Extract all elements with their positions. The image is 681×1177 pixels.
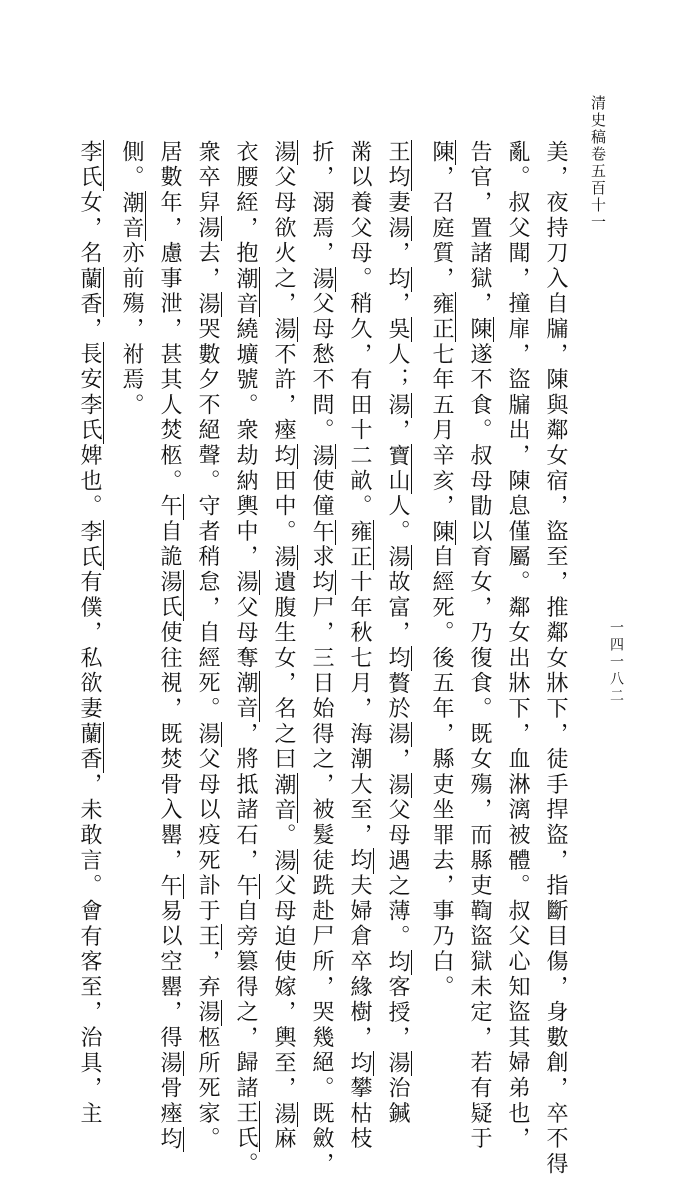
proper-name-mark: 湯 bbox=[271, 544, 296, 571]
text-segment: 麻 bbox=[271, 1126, 296, 1153]
text-segment: 折，溺焉， bbox=[309, 140, 334, 267]
proper-name-mark: 午 bbox=[157, 494, 182, 520]
text-segment: 使往視，既焚骨入罌， bbox=[157, 620, 182, 874]
text-column bbox=[72, 140, 106, 1127]
proper-name-mark: 湯 bbox=[385, 772, 410, 799]
text-segment: 黹以養父母。稍久，有田十二畝。 bbox=[347, 140, 372, 520]
text-segment: 父母迫使嫁，輿至， bbox=[271, 873, 296, 1102]
text-segment: 攀枯枝 bbox=[347, 1076, 372, 1153]
proper-name-mark: 湯 bbox=[385, 393, 410, 419]
text-segment: 尸，三日始得之，被髮徒跣赴尸所，哭幾絕。既斂， bbox=[309, 595, 334, 1177]
proper-name-mark: 均 bbox=[347, 1050, 372, 1077]
proper-name-mark: 湯 bbox=[195, 1000, 220, 1026]
text-column bbox=[266, 140, 300, 1153]
text-segment: 父母愁不問。 bbox=[309, 291, 334, 444]
proper-name-mark: 李氏 bbox=[77, 393, 102, 444]
text-segment: 亂。叔父聞，撞扉，盜牖出，陳息僅屬。鄰女出牀下，血淋漓被體。叔父心知盜其婦弟也， bbox=[505, 140, 530, 1152]
text-segment: 。 bbox=[233, 1152, 258, 1177]
text-segment: 客授， bbox=[385, 975, 410, 1052]
proper-name-mark: 湯 bbox=[385, 722, 410, 748]
proper-name-mark: 潮音 bbox=[233, 671, 258, 722]
text-segment: 七年五月辛亥， bbox=[429, 342, 454, 520]
proper-name-mark: 午 bbox=[309, 519, 334, 545]
text-segment: 父母欲火之， bbox=[271, 165, 296, 318]
proper-name-mark: 潮音 bbox=[271, 772, 296, 824]
text-column bbox=[380, 140, 414, 1127]
text-segment: 柩所死家。 bbox=[195, 1025, 220, 1153]
text-segment: 去， bbox=[195, 241, 220, 292]
text-segment: 自詭 bbox=[157, 519, 182, 571]
text-column bbox=[152, 140, 186, 1153]
proper-name-mark: 王 bbox=[195, 924, 220, 950]
text-column bbox=[228, 140, 262, 1177]
text-column bbox=[342, 140, 376, 1153]
text-segment: ，召庭質， bbox=[429, 165, 454, 292]
proper-name-mark: 均 bbox=[385, 949, 410, 976]
text-segment: 衆卒舁 bbox=[195, 140, 220, 216]
text-segment: 自經死。後五年，縣吏坐罪去，事乃白。 bbox=[429, 544, 454, 1001]
proper-name-mark: 潮音 bbox=[119, 190, 144, 242]
text-column bbox=[424, 140, 458, 1001]
text-segment: 求 bbox=[309, 544, 334, 571]
proper-name-mark: 潮音 bbox=[233, 266, 258, 318]
text-column bbox=[114, 140, 148, 960]
text-segment: 居數年，慮事泄，甚其人焚柩。 bbox=[157, 140, 182, 495]
proper-name-mark: 李氏 bbox=[77, 140, 102, 191]
proper-name-mark: 陳 bbox=[429, 140, 454, 166]
proper-name-mark: 雍正 bbox=[347, 519, 372, 571]
proper-name-mark: 長安 bbox=[77, 342, 102, 394]
text-segment: 亦前殤，祔焉。 bbox=[119, 241, 144, 419]
proper-name-mark: 湯 bbox=[385, 1051, 410, 1077]
text-segment: 妻 bbox=[385, 190, 410, 216]
proper-name-mark: 湯 bbox=[271, 140, 296, 166]
text-segment: 使僮 bbox=[309, 468, 334, 520]
text-segment: ， bbox=[77, 317, 102, 343]
text-segment: 人； bbox=[385, 342, 410, 394]
running-header: 清史稿卷五百十一 bbox=[589, 95, 607, 231]
proper-name-mark: 湯氏 bbox=[157, 570, 182, 621]
proper-name-mark: 湯 bbox=[385, 215, 410, 242]
text-segment: 不許，瘞 bbox=[271, 342, 296, 444]
proper-name-mark: 寶山 bbox=[385, 443, 410, 495]
text-segment: 父母以疫死訃于 bbox=[195, 747, 220, 925]
text-segment: 人。 bbox=[385, 494, 410, 545]
proper-name-mark: 王氏 bbox=[233, 1101, 258, 1153]
proper-name-mark: 湯 bbox=[309, 443, 334, 469]
proper-name-mark: 均 bbox=[309, 570, 334, 596]
text-segment: 美，夜持刀入自牖，陳與鄰女宿，盜至，推鄰女牀下，徒手捍盜，指斷目傷，身數創，卒不得 bbox=[543, 140, 568, 1177]
proper-name-mark: 湯 bbox=[385, 544, 410, 571]
proper-name-mark: 蘭香 bbox=[77, 266, 102, 318]
text-segment: 田中。 bbox=[271, 468, 296, 545]
proper-name-mark: 湯 bbox=[233, 570, 258, 596]
proper-name-mark: 均 bbox=[385, 266, 410, 292]
proper-name-mark: 湯 bbox=[195, 721, 220, 748]
text-segment: 哭數夕不絕聲。守者稍怠，自經死。 bbox=[195, 317, 220, 722]
text-segment: ，弃 bbox=[195, 949, 220, 1001]
text-segment: 治鍼 bbox=[385, 1076, 410, 1127]
proper-name-mark: 雍正 bbox=[429, 291, 454, 343]
text-column bbox=[500, 140, 534, 1152]
text-segment: 有僕，私欲妻 bbox=[77, 570, 102, 722]
text-segment: ， bbox=[385, 747, 410, 773]
text-segment: 贅於 bbox=[385, 671, 410, 723]
proper-name-mark: 吳 bbox=[385, 317, 410, 343]
text-column bbox=[462, 140, 496, 1153]
proper-name-mark: 午 bbox=[233, 873, 258, 900]
text-segment: 夫婦倉卒緣樹， bbox=[347, 873, 372, 1051]
text-segment: 女，名 bbox=[77, 190, 102, 267]
proper-name-mark: 李氏 bbox=[77, 519, 102, 571]
proper-name-mark: 均 bbox=[157, 1126, 182, 1153]
text-segment: 父母奪 bbox=[233, 595, 258, 672]
proper-name-mark: 均 bbox=[385, 646, 410, 672]
text-segment: 十年秋七月，海潮大至， bbox=[347, 570, 372, 849]
text-segment: 故富， bbox=[385, 570, 410, 647]
text-segment: 繞壙號。衆劫納輿中， bbox=[233, 317, 258, 571]
text-segment: 。 bbox=[271, 823, 296, 849]
text-segment: ， bbox=[385, 291, 410, 318]
text-segment: 側。 bbox=[119, 140, 144, 191]
text-segment: ， bbox=[385, 418, 410, 444]
text-column bbox=[538, 140, 572, 1177]
text-segment: 父母遇之薄。 bbox=[385, 798, 410, 950]
text-segment: 自旁篡得之，歸諸 bbox=[233, 899, 258, 1102]
proper-name-mark: 湯 bbox=[195, 291, 220, 318]
proper-name-mark: 湯 bbox=[157, 1050, 182, 1077]
text-segment: ，未敢言。會有客至，治具，主 bbox=[77, 772, 102, 1127]
text-body bbox=[0, 140, 600, 1177]
text-column bbox=[304, 140, 338, 1177]
proper-name-mark: 午 bbox=[157, 873, 182, 900]
text-segment: 遺腹生女，名之曰 bbox=[271, 570, 296, 773]
text-segment: 婢也。 bbox=[77, 443, 102, 520]
proper-name-mark: 均 bbox=[347, 848, 372, 874]
proper-name-mark: 湯 bbox=[271, 317, 296, 343]
page-number: 一四一八二 bbox=[608, 620, 624, 705]
text-segment: 衣腰絰，抱 bbox=[233, 140, 258, 267]
proper-name-mark: 湯 bbox=[271, 848, 296, 874]
proper-name-mark: 陳 bbox=[467, 317, 492, 343]
text-segment: 告官，置諸獄， bbox=[467, 140, 492, 318]
proper-name-mark: 均 bbox=[271, 443, 296, 469]
proper-name-mark: 陳 bbox=[429, 519, 454, 545]
text-segment: 骨瘞 bbox=[157, 1076, 182, 1127]
text-segment: 易以空罌，得 bbox=[157, 899, 182, 1051]
proper-name-mark: 王均 bbox=[385, 140, 410, 191]
text-segment: ， bbox=[385, 241, 410, 267]
text-segment: ，將抵諸石， bbox=[233, 721, 258, 874]
text-column bbox=[190, 140, 224, 1153]
proper-name-mark: 湯 bbox=[195, 215, 220, 242]
text-segment: 遂不食。叔母勖以育女，乃復食。既女殤，而縣吏鞫盜獄未定，若有疑于 bbox=[467, 342, 492, 1153]
proper-name-mark: 湯 bbox=[309, 266, 334, 292]
proper-name-mark: 蘭香 bbox=[77, 721, 102, 773]
proper-name-mark: 湯 bbox=[271, 1101, 296, 1127]
